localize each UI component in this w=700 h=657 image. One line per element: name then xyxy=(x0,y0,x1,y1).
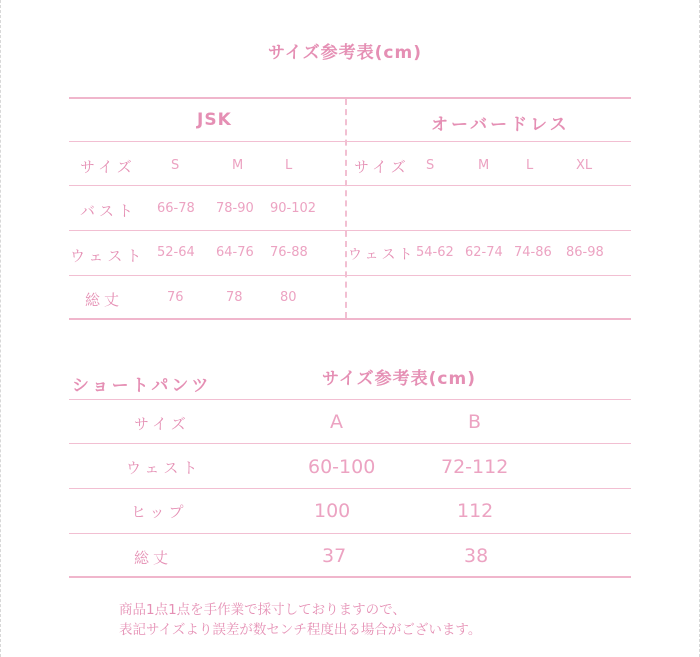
shorts-size-a: A xyxy=(330,411,343,433)
jsk-length-m: 78 xyxy=(226,290,243,305)
overdress-size-s: S xyxy=(426,158,435,173)
jsk-size-m: M xyxy=(232,158,244,173)
shorts-length-b: 38 xyxy=(464,545,489,567)
jsk-size-s: S xyxy=(171,158,180,173)
overdress-waist-l: 74-86 xyxy=(514,245,552,260)
table-divider xyxy=(345,99,347,318)
table-line xyxy=(69,185,631,186)
shorts-size-b: B xyxy=(468,411,482,433)
page-edge-left xyxy=(0,0,2,657)
jsk-size-label: サイズ xyxy=(80,158,136,176)
table-line xyxy=(69,230,631,231)
jsk-length-s: 76 xyxy=(167,290,184,305)
jsk-size-l: L xyxy=(285,158,293,173)
overdress-size-xl: XL xyxy=(576,158,593,173)
table-line-top xyxy=(69,97,631,99)
jsk-bust-s: 66-78 xyxy=(157,201,195,216)
shorts-hip-a: 100 xyxy=(314,500,351,522)
shorts-length-a: 37 xyxy=(322,545,347,567)
shorts-length-label: 総丈 xyxy=(134,549,173,567)
shorts-title: サイズ参考表(cm) xyxy=(322,369,476,389)
shorts-name: ショートパンツ xyxy=(72,376,212,396)
overdress-waist-label: ウェスト xyxy=(348,247,416,263)
jsk-length-l: 80 xyxy=(280,290,297,305)
jsk-bust-l: 90-102 xyxy=(270,201,317,216)
jsk-bust-label: バスト xyxy=(80,202,138,220)
shorts-waist-b: 72-112 xyxy=(441,456,509,478)
jsk-waist-s: 52-64 xyxy=(157,245,195,260)
overdress-size-m: M xyxy=(478,158,490,173)
overdress-waist-xl: 86-98 xyxy=(566,245,604,260)
table-line-bottom xyxy=(69,576,631,578)
overdress-waist-m: 62-74 xyxy=(465,245,503,260)
shorts-hip-b: 112 xyxy=(457,500,494,522)
top-title: サイズ参考表(cm) xyxy=(268,43,422,63)
overdress-waist-s: 54-62 xyxy=(416,245,454,260)
table-line xyxy=(69,533,631,534)
overdress-header: オーバードレス xyxy=(431,115,570,135)
jsk-header: JSK xyxy=(197,110,232,130)
note-line-1: 商品1点1点を手作業で採寸しておりますので、 xyxy=(119,602,406,618)
table-line xyxy=(69,141,631,142)
note-line-2: 表記サイズより誤差が数センチ程度出る場合がございます。 xyxy=(119,622,482,638)
shorts-waist-a: 60-100 xyxy=(308,456,376,478)
jsk-waist-l: 76-88 xyxy=(270,245,308,260)
jsk-waist-m: 64-76 xyxy=(216,245,254,260)
table-line xyxy=(69,275,631,276)
shorts-waist-label: ウェスト xyxy=(126,459,202,477)
jsk-waist-label: ウェスト xyxy=(70,247,146,265)
overdress-size-l: L xyxy=(526,158,534,173)
table-line xyxy=(69,399,631,400)
table-line xyxy=(69,488,631,489)
table-line xyxy=(69,443,631,444)
jsk-length-label: 総丈 xyxy=(85,291,124,309)
shorts-size-label: サイズ xyxy=(134,415,190,433)
jsk-bust-m: 78-90 xyxy=(216,201,254,216)
overdress-size-label: サイズ xyxy=(354,158,410,176)
shorts-hip-label: ヒップ xyxy=(131,503,188,521)
table-line-bottom xyxy=(69,318,631,320)
